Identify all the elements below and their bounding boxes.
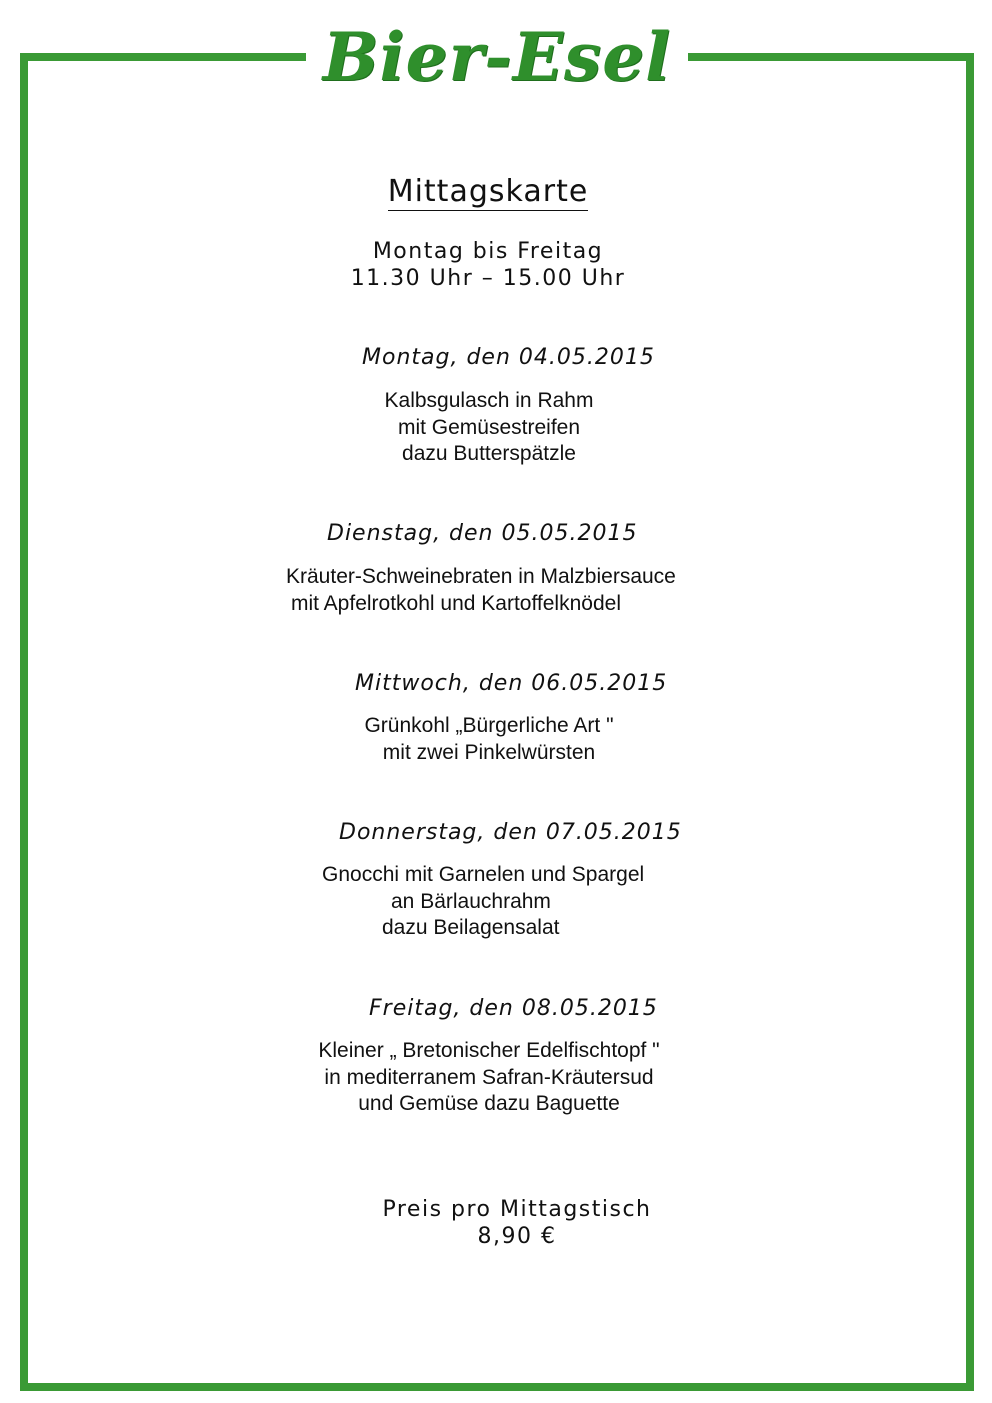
day-heading-thursday: Donnerstag, den 07.05.2015 [339, 820, 682, 845]
dish-line: Kalbsgulasch in Rahm [384, 389, 594, 412]
opening-hours [0, 238, 976, 292]
menu-title-text: Mittagskarte [387, 174, 589, 209]
dish-line: mit Gemüsestreifen [397, 415, 581, 439]
dish-line: Grünkohl „Bürgerliche Art " [364, 714, 614, 737]
brand-logo: Bier-Esel [322, 18, 672, 96]
dish-tuesday [286, 564, 676, 617]
dish-line: Kleiner „ Bretonischer Edelfischtopf " [318, 1039, 660, 1062]
dish-line: Kräuter-Schweinebraten in Malzbiersauce [286, 565, 676, 588]
dish-friday [318, 1038, 659, 1118]
day-heading-monday: Montag, den 04.05.2015 [362, 345, 655, 370]
hours-times: 11.30 Uhr – 15.00 Uhr [350, 266, 626, 291]
dish-wednesday [364, 713, 613, 766]
price-value: 8,90 € [477, 1224, 557, 1249]
dish-line: an Bärlauchrahm [391, 889, 551, 913]
dish-line: Gnocchi mit Garnelen und Spargel [322, 863, 645, 886]
day-heading-friday: Freitag, den 08.05.2015 [369, 996, 658, 1021]
dish-line: dazu Beilagensalat [382, 916, 560, 939]
dish-line: mit Apfelrotkohl und Kartoffelknödel [291, 591, 621, 615]
menu-title [0, 172, 976, 212]
day-heading-wednesday: Mittwoch, den 06.05.2015 [355, 671, 668, 696]
dish-monday [385, 388, 594, 468]
price-label: Preis pro Mittagstisch [382, 1197, 652, 1222]
hours-days: Montag bis Freitag [372, 239, 604, 264]
dish-thursday [322, 862, 644, 942]
dish-line: dazu Butterspätzle [402, 442, 576, 465]
dish-line: mit zwei Pinkelwürsten [382, 740, 596, 764]
day-heading-tuesday: Dienstag, den 05.05.2015 [327, 521, 638, 546]
price-info [0, 1196, 992, 1250]
dish-line: und Gemüse dazu Baguette [358, 1092, 620, 1115]
dish-line: in mediterranem Safran-Kräutersud [324, 1065, 654, 1089]
